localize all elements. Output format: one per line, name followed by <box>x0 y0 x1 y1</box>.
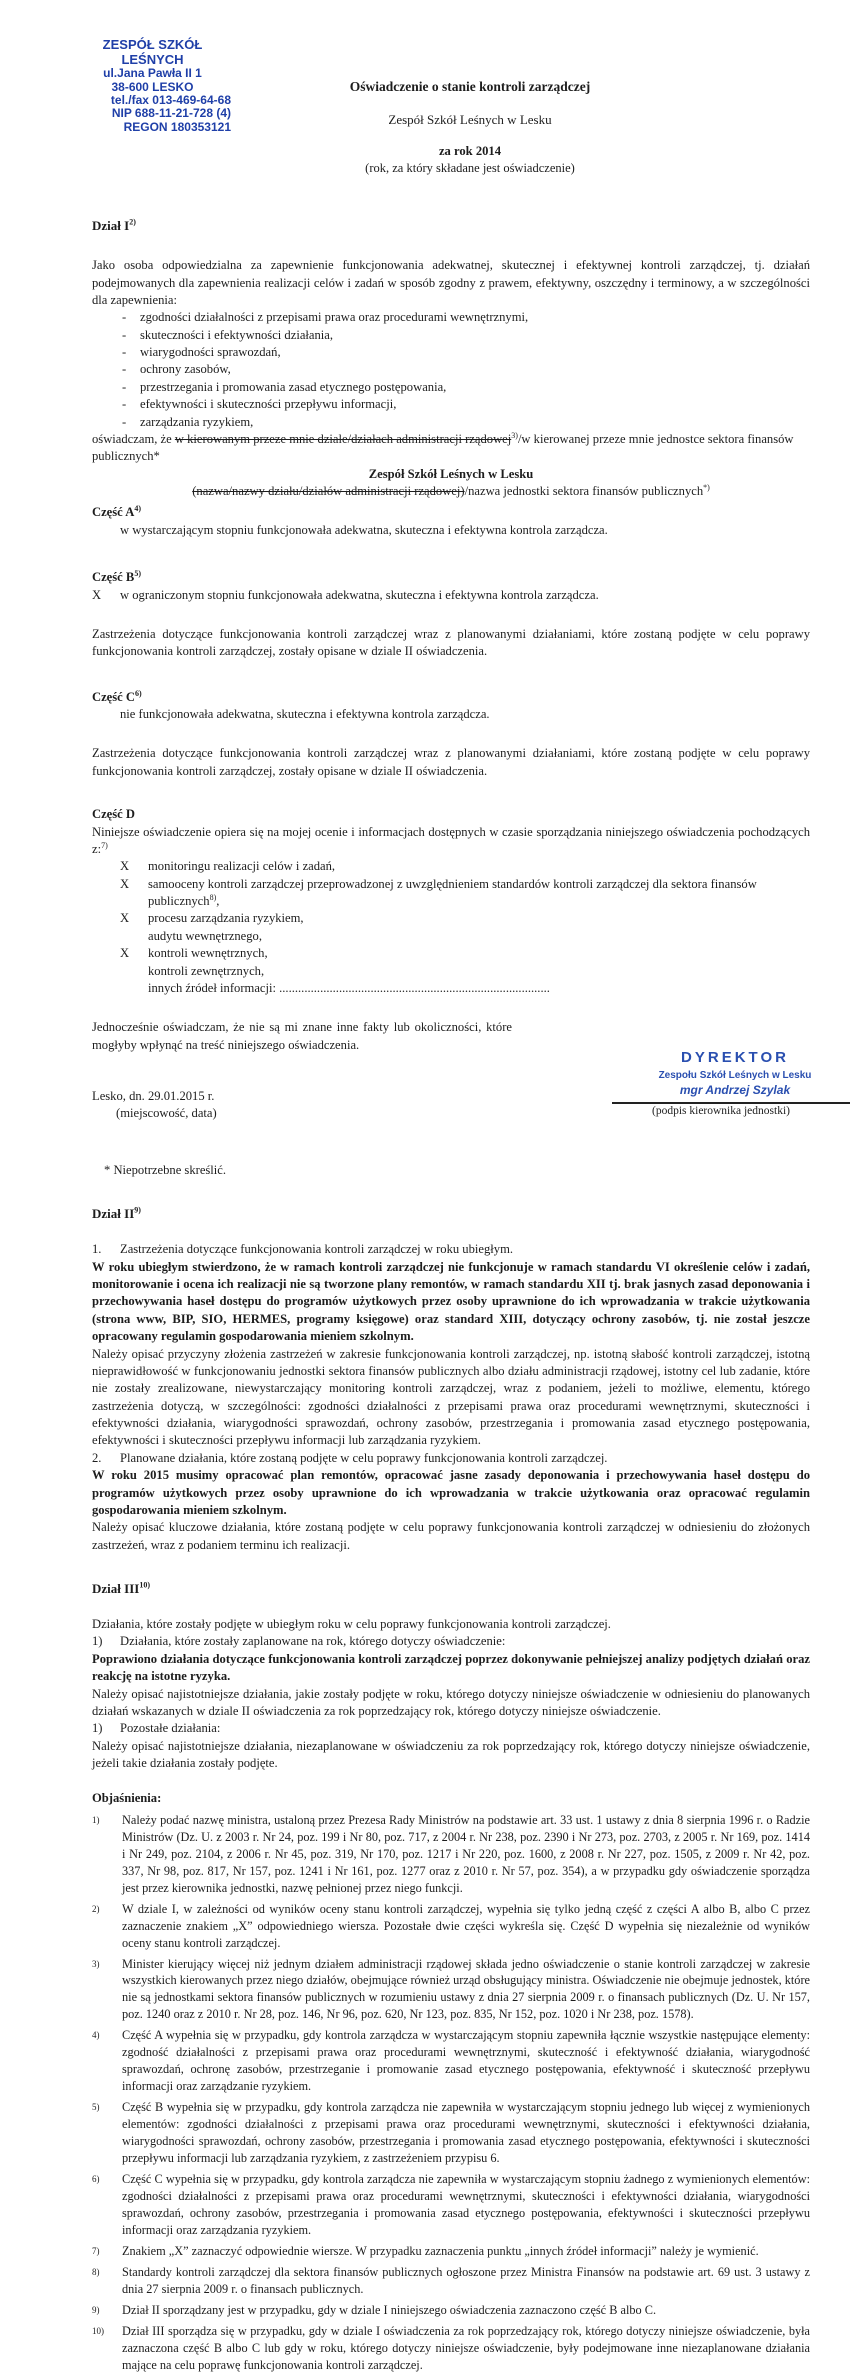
list-item: - skuteczności i efektywności działania, <box>122 327 810 344</box>
stamp-line: REGON 180353121 <box>123 119 231 134</box>
place-date: Lesko, dn. 29.01.2015 r. (miejscowość, data) <box>92 1089 217 1121</box>
school-stamp <box>70 38 235 134</box>
signature-area <box>92 1049 812 1144</box>
source-row: X monitoringu realizacji celów i zadań, <box>120 859 336 874</box>
list-item: - przestrzegania i promowania zasad etycznego postępowania, <box>122 379 810 396</box>
part-c-row: nie funkcjonowała adekwatna, skuteczna i efektywna kontrola zarządcza. <box>120 707 490 721</box>
declared-unit: Zespół Szkół Leśnych w Lesku <box>368 466 534 481</box>
report-year-note: (rok, za który składane jest oświadczenie) <box>365 160 575 175</box>
dzial-2-item-2-answer: W roku 2015 musimy opracować plan remontów, opracować jasne zasady deponowania i przechowywania haseł dostępu do programów użytkowych przez osoby uprawnione do ich wprowadzania w trakcie użytkowania oraz opracować regulamin gospodarowania mieniem szkolnym. <box>92 1468 810 1517</box>
check-mark: X <box>92 587 102 602</box>
document-header <box>280 78 660 177</box>
dzial-2-item-2: 2. Planowane działania, które zostaną podjęte w celu poprawy funkcjonowania kontroli zarządczej. <box>92 1450 608 1465</box>
stamp-line: tel./fax 013-469-64-68 <box>110 92 231 107</box>
closing-statement: Jednocześnie oświadczam, że nie są mi znane inne fakty lub okoliczności, które mogłyby wpłynąć na treść niniejszego oświadczenia. <box>92 1020 512 1052</box>
section-title-dzial-2: Dział II$^{9)}$ <box>92 1206 141 1222</box>
part-d-sources <box>120 858 810 997</box>
dzial-3-intro: Działania, które zostały podjęte w ubiegłym roku w celu poprawy funkcjonowania kontroli zarządczej. <box>92 1617 611 1631</box>
part-a-row: w wystarczającym stopniu funkcjonowała adekwatna, skuteczna i efektywna kontrola zarządcza. <box>120 522 608 537</box>
explanation-item: 1) Należy podać nazwę ministra, ustaloną przez Prezesa Rady Ministrów na podstawie art. 33 ust. 1 ustawy z dnia 8 sierpnia 1996 r. o Radzie Ministrów (Dz. U. z 2003 r. Nr 24, poz. 199 i Nr 80, poz. 717, z 2004 r. Nr 238, poz. 2390 i Nr 273, poz. 2703, z 2005 r. Nr 169, poz. 1414 i Nr 249, poz. 2104, z 2006 r. Nr 45, poz. 319, Nr 170, poz. 1217 i Nr 220, poz. 1600, z 2008 r. Nr 227, poz. 1505, z 2009 r. Nr 42, poz. 337, Nr 98, poz. 817, Nr 157, poz. 1241 i Nr 161, poz. 1277 oraz z 2010 r. Nr 57, poz. 354), a w przypadku gdy oświadczenie sporządza jest przez kierownika jednostki, nazwę pełnionej przez niego funkcji. <box>92 1812 810 1895</box>
report-year: za rok 2014 <box>438 143 502 158</box>
unit-name: Zespół Szkół Leśnych w Lesku <box>388 111 552 127</box>
dzial-2-item-1: 1. Zastrzeżenia dotyczące funkcjonowania kontroli zarządczej w roku ubiegłym. <box>92 1242 514 1257</box>
source-row: kontroli zewnętrznych, <box>148 963 265 978</box>
part-b-reservations: Zastrzeżenia dotyczące funkcjonowania kontroli zarządczej wraz z planowanymi działaniami, które zostaną podjęte w celu poprawy funkcjonowania kontroli zarządczej, zostały opisane w dziale II oświadczenia. <box>92 626 810 659</box>
part-c-title: Część $C^{6)}$ <box>92 688 142 704</box>
dzial-2-item-2-note: Należy opisać kluczowe działania, które zostaną podjęte w celu poprawy funkcjonowania kontroli zarządczej w odniesieniu do złożonych zastrzeżeń, wraz z podaniem terminu ich realizacji. <box>92 1520 810 1552</box>
source-row: audytu wewnętrznego, <box>148 928 263 943</box>
dzial-1-list <box>122 309 810 431</box>
stamp-line: ZESPÓŁ SZKÓŁ LEŚNYCH <box>102 37 203 67</box>
source-row: innych źródeł informacji: ...................................................................................... <box>148 980 550 995</box>
part-b-title: Część $B^{5)}$ <box>92 568 141 585</box>
dzial-3-item-2-note: Należy opisać najistotniejsze działania, niezaplanowane w oświadczeniu za rok poprzedzający rok, którego dotyczy niniejsze oświadczenie, jeżeli takie działania zostały podjęte. <box>92 1738 810 1770</box>
source-row: X samooceny kontroli zarządczej przeprowadzonej z uwzględnieniem standardów kontroli zarządczej dla sektora finansów publicznych$^{8)}$, <box>120 876 757 908</box>
part-a-title: Część $A^{4)}$ <box>92 504 141 520</box>
explanation-item: 5) Część B wypełnia się w przypadku, gdy kontrola zarządcza nie zapewniła w wystarczającym stopniu jednego lub więcej z wymienionych elementów: zgodności działalności z przepisami prawa oraz procedurami wewnętrznymi, skuteczności i efektywności działania, wiarygodności sprawozdań, ochrony zasobów, przestrzegania i promowania zasad etycznego postępowania, efektywności i skuteczności przepływu informacji lub zarządzania ryzykiem, z zastrzeżeniem przypisu 6. <box>92 2100 810 2166</box>
part-c-reservations: Zastrzeżenia dotyczące funkcjonowania kontroli zarządczej wraz z planowanymi działaniami, które zostaną podjęte w celu poprawy funkcjonowania kontroli zarządczej, zostały opisane w dziale II oświadczenia. <box>92 746 810 778</box>
document-title: Oświadczenie o stanie kontroli zarządczej <box>349 79 591 94</box>
explanation-item: 6) Część C wypełnia się w przypadku, gdy kontrola zarządcza nie zapewniła w wystarczającym stopniu żadnego z wymienionych elementów: zgodności działalności z przepisami prawa oraz procedurami wewnętrznymi, skuteczności i efektywności działania, wiarygodności sprawozdań, ochrony zasobów, przestrzegania i promowania zasad etycznego postępowania, efektywności i skuteczności przepływu informacji oraz zarządzania ryzykiem. <box>92 2172 810 2238</box>
dzial-2-item-1-note: Należy opisać przyczyny złożenia zastrzeżeń w zakresie funkcjonowania kontroli zarządczej, np. istotną słabość kontroli zarządczej, istotną nieprawidłowość w funkcjonowaniu jednostki sektora finansów publicznych albo działu administracji rządowej, istotny cel lub zadanie, które nie zostały zrealizowane, niewystarczający monitoring kontroli zarządczej, wraz z podaniem, jeżeli to możliwe, elementu, którego zastrzeżenia dotyczą, w szczególności: zgodności działalności z przepisami prawa oraz procedurami wewnętrznymi, skuteczności i efektywności działania, wiarygodności sprawozdań, ochrony zasobów, przestrzegania i promowania zasad etycznego postępowania, efektywności i skuteczności przepływu informacji lub zarządzania ryzykiem. <box>92 1346 810 1448</box>
footnote-star: * Niepotrzebne skreślić. <box>104 1163 227 1177</box>
stamp-line: NIP 688-11-21-728 (4) <box>111 106 231 121</box>
explanation-item: 10) Dział III sporządza się w przypadku, gdy w dziale I oświadczenia za rok poprzedzający rok, którego dotyczy niniejsze oświadczenie, była zaznaczona część B albo C lub gdy w roku, którego dotyczy niniejsze oświadczenie, były podejmowane inne niezaplanowane działania mające na celu poprawę funkcjonowania kontroli zarządczej. <box>92 2323 810 2372</box>
list-item: - wiarygodności sprawozdań, <box>122 344 810 361</box>
explanation-item: 4) Część A wypełnia się w przypadku, gdy kontrola zarządcza w wystarczającym stopniu zapewniła łącznie wszystkie następujące elementy: zgodność działalności z przepisami prawa oraz procedurami wewnętrznymi, skuteczność i efektywność działania, wiarygodność sprawozdań, ochronę zasobów, przestrzeganie i promowanie zasad etycznego postępowania, efektywność i skuteczność przepływu informacji oraz zarządzanie ryzykiem. <box>92 2028 810 2094</box>
section-title-dzial-1: Dział $I^{2)}$ <box>92 217 136 234</box>
list-item: - efektywności i skuteczności przepływu informacji, <box>122 396 810 413</box>
declaration: oświadczam, że w kierowanym przeze mnie dziale/działach administracji rządowej$^{3)}$/w kierowanej przeze mnie jednostce sektora finansów publicznych* <box>92 430 794 464</box>
explanation-item: 2) W dziale I, w zależności od wyników oceny stanu kontroli zarządczej, wypełnia się tylko jedną część z części A albo B, albo C przez zaznaczenie znakiem „X” odpowiedniego wiersza. Pozostałe dwie części wykreśla się. Część D wypełnia się niezależnie od wyników oceny stanu kontroli zarządczej. <box>92 1901 810 1950</box>
dzial-3-item-2: 1) Pozostałe działania: <box>92 1721 221 1736</box>
dzial-2-item-1-answer: W roku ubiegłym stwierdzono, że w ramach kontroli zarządczej nie funkcjonuje w ramach standardu VI określenie celów i zadań, monitorowanie i ocena ich realizacji nie są tworzone plany remontów, w ramach standardu XII tj. brak jasnych zasad deponowania i przechowywania haseł dostępu do programów użytkowych przez osoby uprawnione do ich wprowadzania w trakcie użytkowania (strona www, BIP, SIO, HERMES, programy księgowe) oraz standard XIII, dotyczący ochrony zasobów, tj. nie został jeszcze opracowany regulamin gospodarowania mieniem szkolnym. <box>92 1259 810 1344</box>
dzial-1-intro: Jako osoba odpowiedzialna za zapewnienie funkcjonowania adekwatnej, skutecznej i efektywnej kontroli zarządczej, tj. działań podejmowanych dla zapewnienia realizacji celów i zadań w sposób zgodny z prawem, efektywny, oszczędny i terminowy, a w szczególności dla zapewnienia: <box>92 258 810 307</box>
part-b-row: X w ograniczonym stopniu funkcjonowała adekwatna, skuteczna i efektywna kontrola zarządcza. <box>92 587 810 604</box>
signature-label: (podpis kierownika jednostki) <box>652 1105 790 1117</box>
part-d-intro: Niniejsze oświadczenie opiera się na mojej ocenie i informacjach dostępnych w czasie sporządzania niniejszego oświadczenia pochodzących z:$^{7)}$ <box>92 824 810 856</box>
stamp-line: ul.Jana Pawła II 1 <box>103 66 202 81</box>
part-d-title: Część D <box>92 807 136 822</box>
source-row: X procesu zarządzania ryzykiem, <box>120 911 304 926</box>
dzial-3-item-1-answer: Poprawiono działania dotyczące funkcjonowania kontroli zarządczej poprzez dokonywanie pełniejszej analizy podjętych działań oraz reakcję na istotne ryzyka. <box>92 1651 810 1684</box>
dzial-3-item-1-note: Należy opisać najistotniejsze działania, jakie zostały podjęte w roku, którego dotyczy niniejsze oświadczenie w odniesieniu do planowanych działań wskazanych w dziale II oświadczenia za rok poprzedzający rok, którego dotyczy niniejsze oświadczenie. <box>92 1686 810 1718</box>
list-item: - zarządzania ryzykiem, <box>122 414 810 431</box>
list-item: - ochrony zasobów, <box>122 361 810 378</box>
source-row: X kontroli wewnętrznych, <box>120 946 268 961</box>
list-item: - zgodności działalności z przepisami prawa oraz procedurami wewnętrznymi, <box>122 309 810 326</box>
explanation-item: 7) Znakiem „X” zaznaczyć odpowiednie wiersze. W przypadku zaznaczenia punktu „innych źródeł informacji” należy je wymienić. <box>92 2244 759 2258</box>
section-title-dzial-3: Dział III$^{10)}$ <box>92 1580 150 1597</box>
explanation-item: 3) Minister kierujący więcej niż jednym działem administracji rządowej składa jedno oświadczenie o stanie kontroli zarządczej w zakresie wszystkich kierowanych przez niego działów, obejmujące również urząd obsługujący ministra. Oświadczenie nie obejmuje jednostek, które nie są jednostkami sektora finansów publicznych w rozumieniu ustawy z dnia 27 sierpnia 2009 r. o finansach publicznych (Dz. U. Nr 157, poz. 1240 oraz z 2010 r. Nr 28, poz. 146, Nr 96, poz. 620, Nr 123, poz. 835, Nr 152, poz. 1020 i Nr 238, poz. 1578). <box>92 1956 810 2022</box>
declared-unit-caption: (nazwa/nazwy działu/działów administracji rządowej)/nazwa jednostki sektora finansów publicznych*) <box>192 482 710 498</box>
explanation-item: 8) Standardy kontroli zarządczej dla sektora finansów publicznych ogłoszone przez Ministra Finansów na podstawie art. 69 ust. 3 ustawy z dnia 27 sierpnia 2009 r. o finansach publicznych. <box>92 2264 810 2296</box>
dzial-3-item-1: 1) Działania, które zostały zaplanowane na rok, którego dotyczy oświadczenie: <box>92 1634 506 1649</box>
director-stamp: DYREKTOR Zespołu Szkół Leśnych w Lesku mgr Andrzej Szylak <box>658 1049 812 1098</box>
explanations-title: Objaśnienia: <box>92 1791 162 1806</box>
stamp-line: 38-600 LESKO <box>111 79 194 94</box>
explanation-item: 9) Dział II sporządzany jest w przypadku, gdy w dziale I niniejszego oświadczenia zaznaczono część B albo C. <box>92 2302 657 2317</box>
